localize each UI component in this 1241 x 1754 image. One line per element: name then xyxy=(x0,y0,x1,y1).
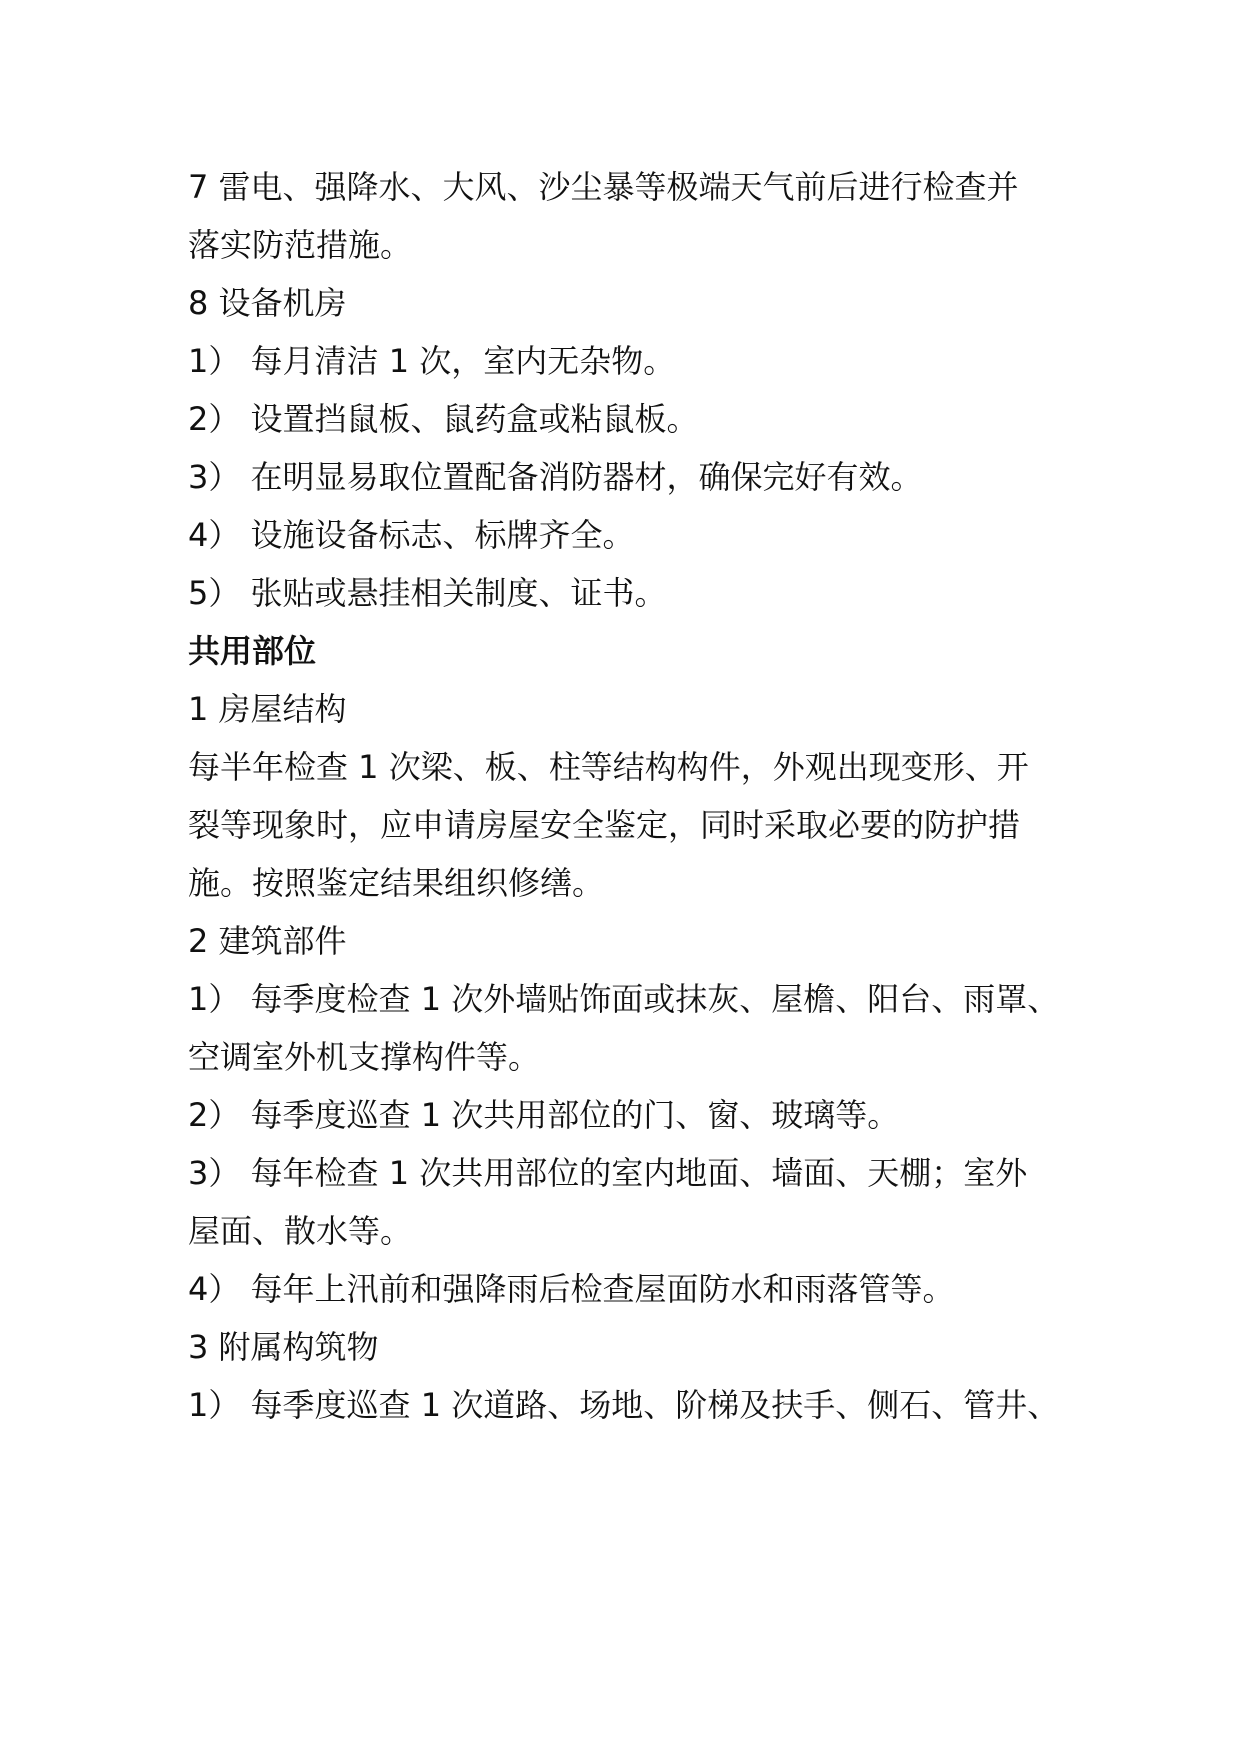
list-item-roads-sites: 1） 每季度巡查 1 次道路、场地、阶梯及扶手、侧石、管井、 xyxy=(188,1386,1060,1424)
list-item-doors-windows: 2） 每季度巡查 1 次共用部位的门、窗、玻璃等。 xyxy=(188,1096,900,1134)
list-item-roof-waterproofing: 4） 每年上汛前和强降雨后检查屋面防水和雨落管等。 xyxy=(188,1270,955,1308)
list-item-posted-rules: 5） 张贴或悬挂相关制度、证书。 xyxy=(188,574,667,612)
section-building-components: 2 建筑部件 xyxy=(188,922,347,960)
paragraph-structure-inspection-cont-2: 施。按照鉴定结果组织修缮。 xyxy=(188,864,605,902)
paragraph-extreme-weather-check-cont: 落实防范措施。 xyxy=(188,226,413,264)
section-building-structure: 1 房屋结构 xyxy=(188,690,347,728)
list-item-exterior-wall-check: 1） 每季度检查 1 次外墙贴饰面或抹灰、屋檐、阳台、雨罩、 xyxy=(188,980,1060,1018)
paragraph-structure-inspection: 每半年检查 1 次梁、板、柱等结构构件，外观出现变形、开 xyxy=(188,748,1029,786)
paragraph-extreme-weather-check: 7 雷电、强降水、大风、沙尘暴等极端天气前后进行检查并 xyxy=(188,168,1019,206)
list-item-signage: 4） 设施设备标志、标牌齐全。 xyxy=(188,516,635,554)
section-equipment-room: 8 设备机房 xyxy=(188,284,347,322)
list-item-monthly-cleaning: 1） 每月清洁 1 次，室内无杂物。 xyxy=(188,342,676,380)
list-item-fire-equipment: 3） 在明显易取位置配备消防器材，确保完好有效。 xyxy=(188,458,923,496)
list-item-rodent-board: 2） 设置挡鼠板、鼠药盒或粘鼠板。 xyxy=(188,400,699,438)
paragraph-structure-inspection-cont-1: 裂等现象时，应申请房屋安全鉴定，同时采取必要的防护措 xyxy=(188,806,1021,844)
list-item-floors-walls-ceilings: 3） 每年检查 1 次共用部位的室内地面、墙面、天棚；室外 xyxy=(188,1154,1028,1192)
list-item-exterior-wall-check-cont: 空调室外机支撑构件等。 xyxy=(188,1038,541,1076)
list-item-floors-walls-ceilings-cont: 屋面、散水等。 xyxy=(188,1212,413,1250)
section-ancillary-structures: 3 附属构筑物 xyxy=(188,1328,379,1366)
heading-shared-areas: 共用部位 xyxy=(188,632,317,670)
